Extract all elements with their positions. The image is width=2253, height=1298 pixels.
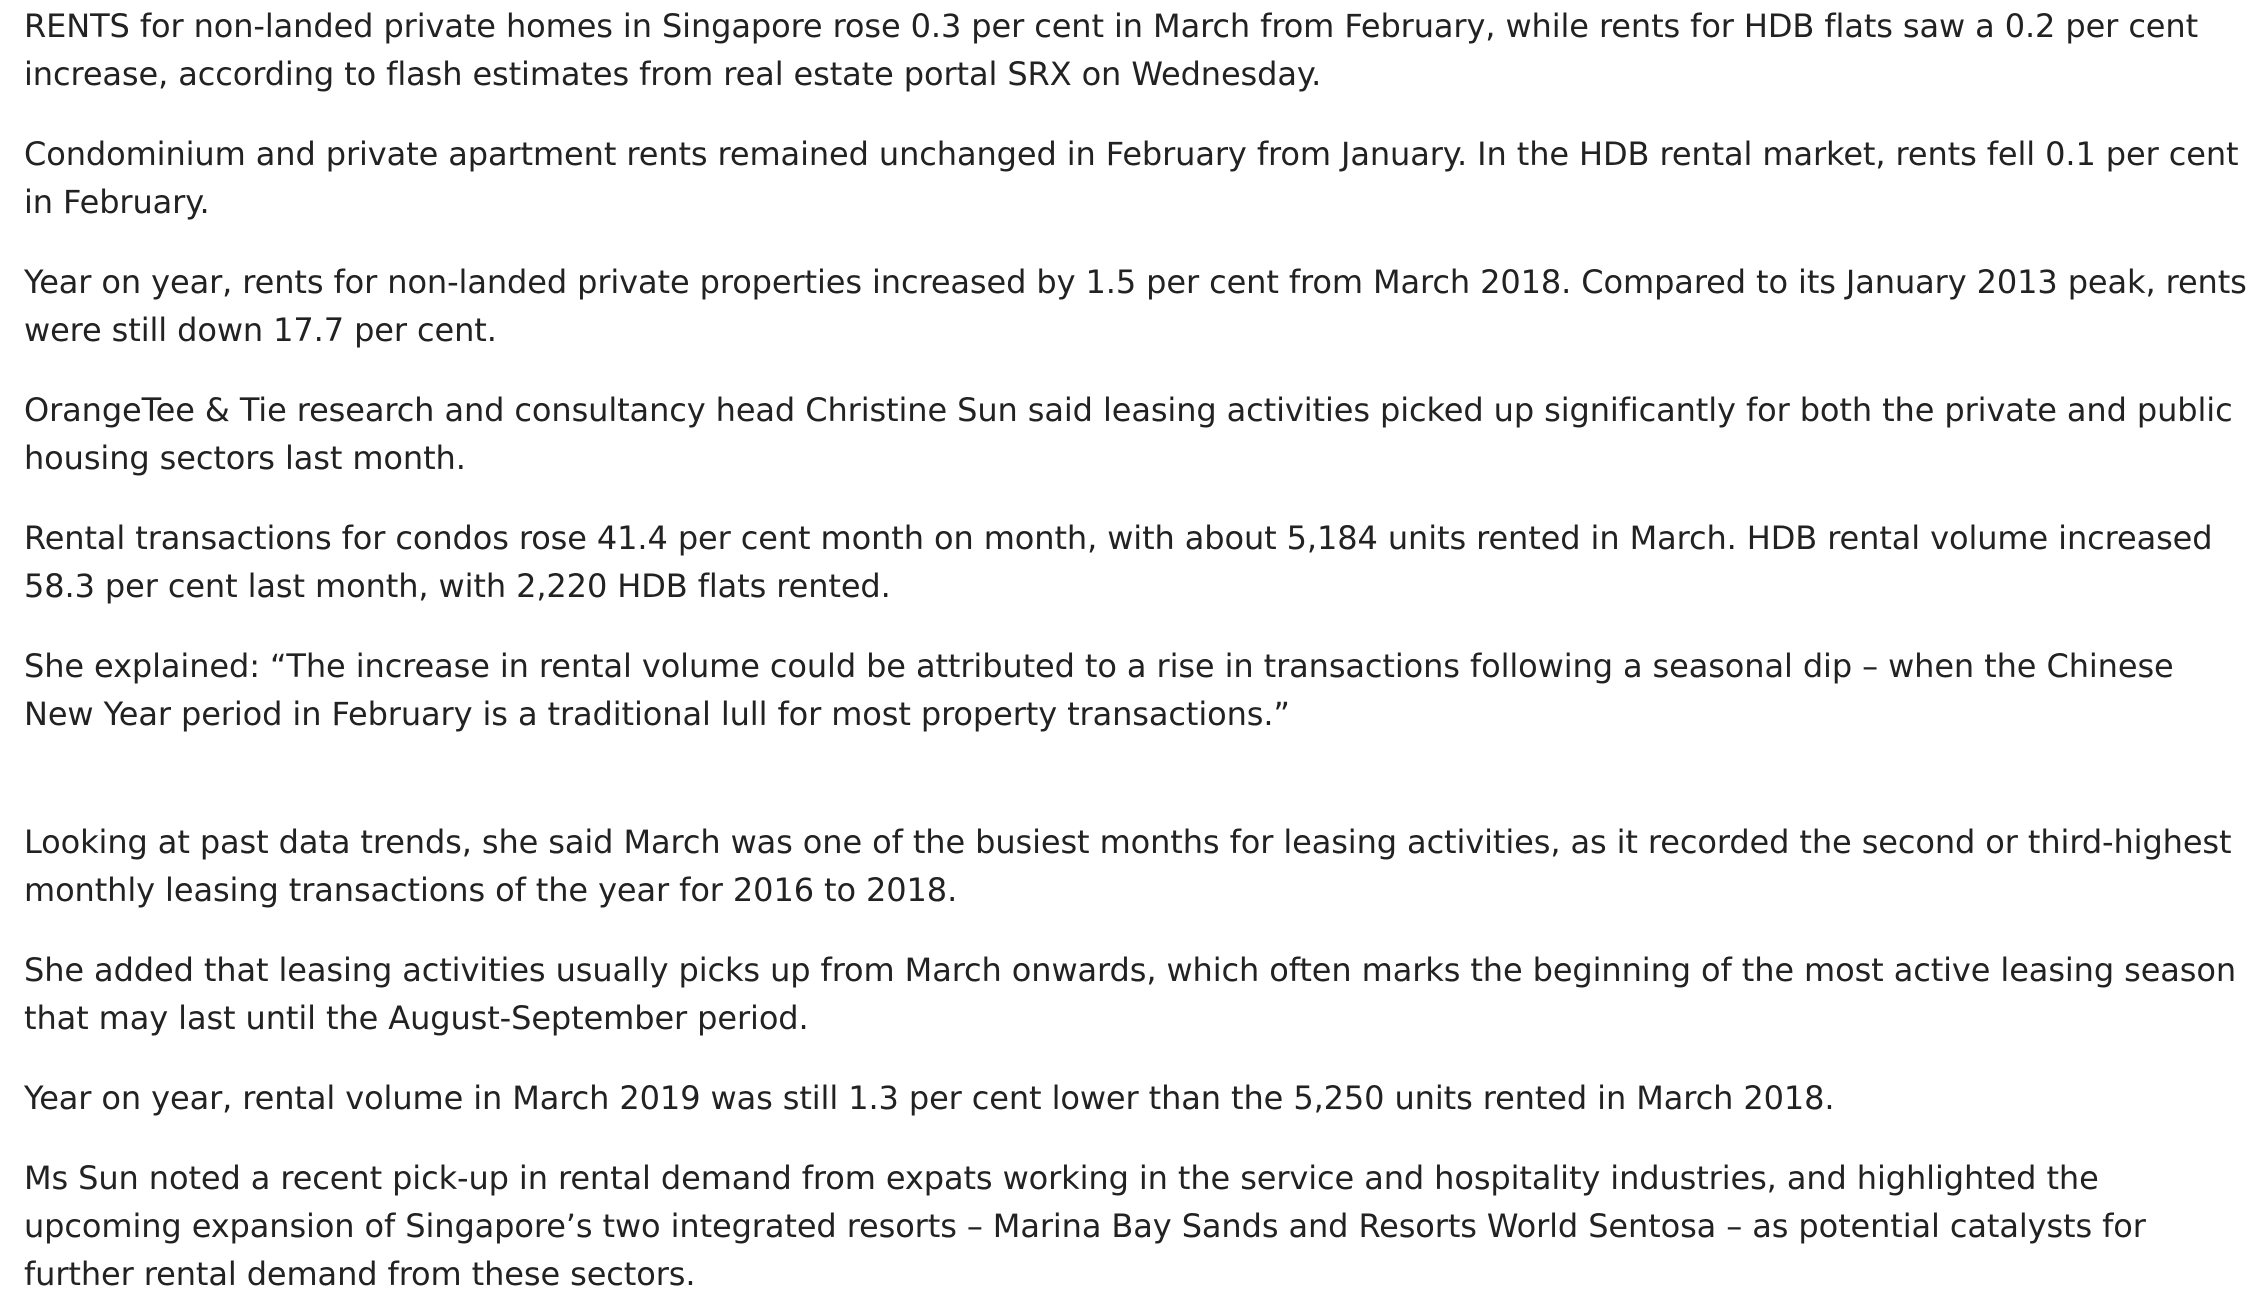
article-paragraph-3: Year on year, rents for non-landed private properties increased by 1.5 per cent from March 2018. Compared to its January 2013 peak, rents were still down 17.7 per cent.: [24, 263, 2247, 349]
article-paragraph-2: Condominium and private apartment rents remained unchanged in February from January. In the HDB rental market, rents fell 0.1 per cent in February.: [24, 135, 2239, 221]
article-paragraph-7: Looking at past data trends, she said March was one of the busiest months for leasing activities, as it recorded the second or third-highest monthly leasing transactions of the year for 2016 to 2018.: [24, 823, 2232, 909]
article-paragraph-6: She explained: “The increase in rental volume could be attributed to a rise in transactions following a seasonal dip – when the Chinese New Year period in February is a traditional lull for most property transactions.”: [24, 647, 2174, 733]
article-paragraph-5: Rental transactions for condos rose 41.4 per cent month on month, with about 5,184 units rented in March. HDB rental volume increased 58.3 per cent last month, with 2,220 HDB flats rented.: [24, 519, 2213, 605]
article-paragraph-9: Year on year, rental volume in March 2019 was still 1.3 per cent lower than the 5,250 units rented in March 2018.: [24, 1079, 1835, 1117]
article-paragraph-10: Ms Sun noted a recent pick-up in rental demand from expats working in the service and hospitality industries, and highlighted the upcoming expansion of Singapore’s two integrated resorts – Marina Bay Sands and Resorts World Sentosa – as potential catalysts for further rental demand from these sectors.: [24, 1159, 2146, 1293]
article-paragraph-8: She added that leasing activities usually picks up from March onwards, which often marks the beginning of the most active leasing season that may last until the August-September period.: [24, 951, 2237, 1037]
article-paragraph-1: RENTS for non-landed private homes in Singapore rose 0.3 per cent in March from February, while rents for HDB flats saw a 0.2 per cent increase, according to flash estimates from real estate portal SRX on Wednesday.: [24, 7, 2199, 93]
article-paragraph-4: OrangeTee & Tie research and consultancy head Christine Sun said leasing activities picked up significantly for both the private and public housing sectors last month.: [24, 391, 2233, 477]
